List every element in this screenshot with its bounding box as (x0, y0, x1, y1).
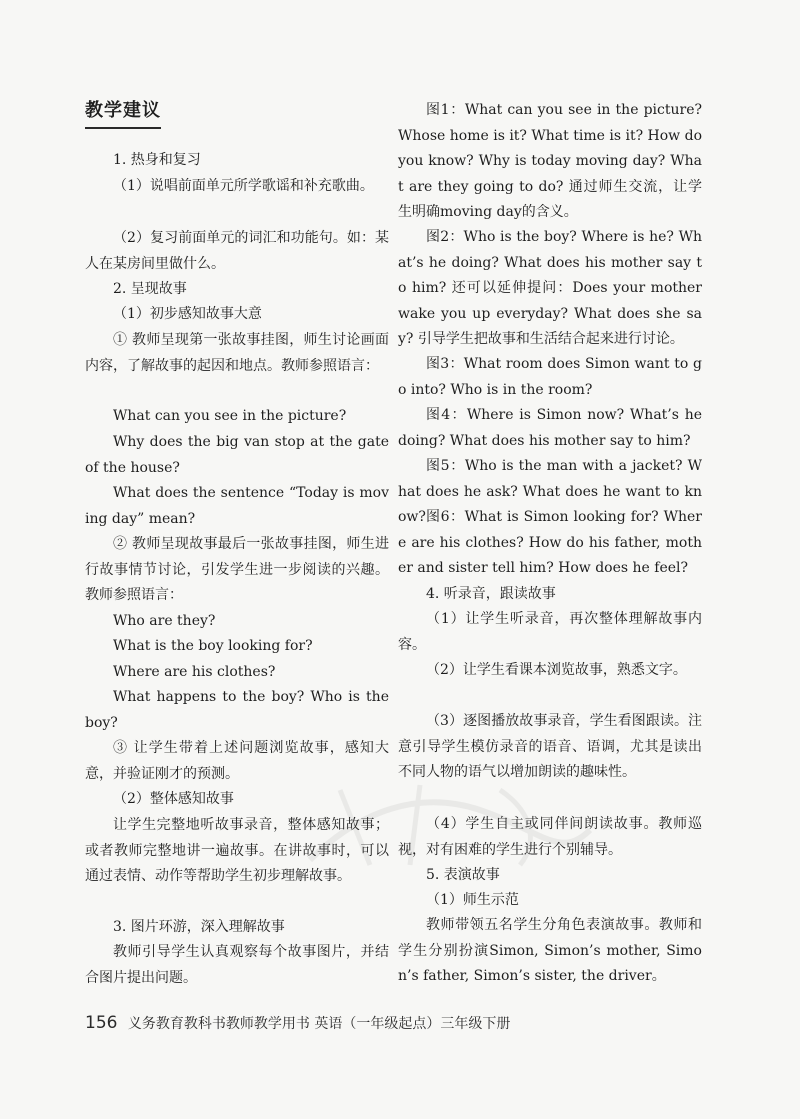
paragraph: What is the boy looking for? (113, 638, 313, 654)
paragraph: 教师引导学生认真观察每个故事图片，并结合图片提出问题。 (85, 944, 389, 986)
paragraph: 2. 呈现故事 (113, 281, 187, 297)
book-title: 义务教育教科书教师教学用书 英语（一年级起点）三年级下册 (127, 1016, 511, 1032)
paragraph: （3）逐图播放故事录音，学生看图跟读。注意引导学生模仿录音的语音、语调，尤其是读出不同人物的语气以增加朗读的趣味性。 (398, 713, 702, 780)
paragraph: 图1：What can you see in the picture? Whose home is it? What time is it? How do you know? Why is today moving day? What are they going to do? 通过师生交流，让学生明确moving day的含义。 (398, 102, 702, 220)
paragraph: What happens to the boy? Who is the boy? (85, 689, 389, 731)
paragraph: （2）整体感知故事 (113, 791, 234, 807)
paragraph: 1. 热身和复习 (113, 152, 201, 168)
paragraph: 图4：Where is Simon now? What’s he doing? What does his mother say to him? (398, 407, 702, 449)
paragraph: 教师带领五名学生分角色表演故事。教师和学生分别扮演Simon, Simon’s mother, Simon’s father, Simon’s sister, the driver。 (398, 917, 702, 984)
paragraph: （1）师生示范 (426, 892, 519, 908)
paragraph: （1）让学生听录音，再次整体理解故事内容。 (398, 611, 702, 653)
paragraph: （4）学生自主或同伴间朗读故事。教师巡视，对有困难的学生进行个别辅导。 (398, 816, 702, 858)
paragraph: 让学生完整地听故事录音，整体感知故事；或者教师完整地讲一遍故事。在讲故事时，可以通过表情、动作等帮助学生初步理解故事。 (85, 817, 389, 884)
paragraph: 4. 听录音，跟读故事 (426, 586, 556, 602)
paragraph: ① 教师呈现第一张故事挂图，师生讨论画面内容，了解故事的起因和地点。教师参照语言： (85, 332, 389, 374)
paragraph: （2）让学生看课本浏览故事，熟悉文字。 (426, 662, 687, 678)
paragraph: 图5：Who is the man with a jacket? What does he ask? What does he want to know? (398, 458, 702, 525)
paragraph: （1）说唱前面单元所学歌谣和补充歌曲。 (113, 178, 374, 194)
paragraph: （1）初步感知故事大意 (113, 306, 262, 322)
watermark-decoration (300, 770, 600, 880)
paragraph: Where are his clothes? (113, 664, 276, 680)
page-footer (85, 1013, 510, 1033)
section-heading: 教学建议 (85, 96, 161, 129)
section-heading-wrap (85, 96, 161, 129)
paragraph: ③ 让学生带着上述问题浏览故事，感知大意，并验证刚才的预测。 (85, 740, 389, 782)
paragraph: 5. 表演故事 (426, 867, 500, 883)
paragraph: 图6：What is Simon looking for? Where are his clothes? How do his father, mother and sister tell him? How does he feel? (398, 509, 702, 576)
paragraph: Who are they? (113, 613, 216, 629)
paragraph: 3. 图片环游，深入理解故事 (113, 919, 285, 935)
paragraph: Why does the big van stop at the gate of the house? (85, 434, 389, 476)
paragraph: 图3：What room does Simon want to go into? Who is in the room? (398, 356, 702, 398)
paragraph: （2）复习前面单元的词汇和功能句。如：某人在某房间里做什么。 (85, 230, 389, 272)
paragraph: 图2：Who is the boy? Where is he? What’s he doing? What does his mother say to him? 还可以延伸提问：Does your mother wake you up everyday? What does she say? 引导学生把故事和生活结合起来进行讨论。 (398, 229, 702, 347)
paragraph: What does the sentence “Today is moving day” mean? (85, 485, 389, 527)
paragraph: ② 教师呈现故事最后一张故事挂图，师生进行故事情节讨论，引发学生进一步阅读的兴趣。教师参照语言： (85, 536, 389, 603)
paragraph: What can you see in the picture? (113, 408, 347, 424)
page-number: 156 (85, 1013, 118, 1033)
